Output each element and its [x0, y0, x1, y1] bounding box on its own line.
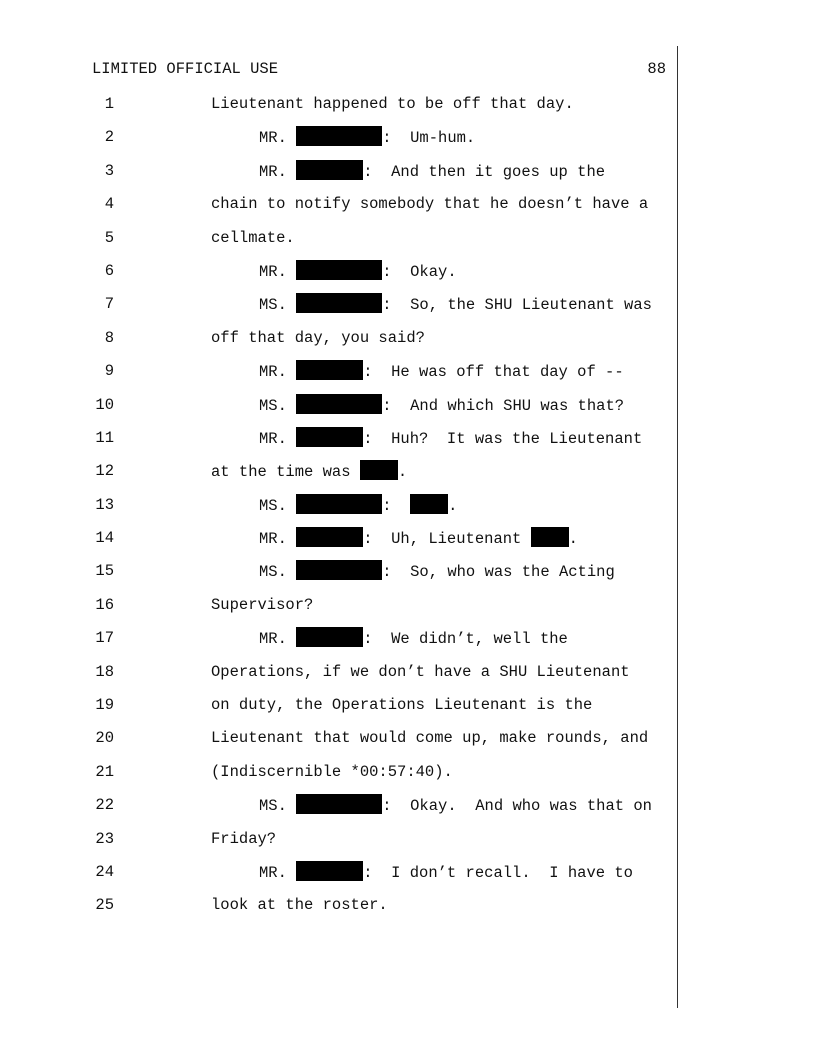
- line-text: MR. : He was off that day of --: [259, 360, 624, 383]
- line-number: 3: [104, 161, 114, 180]
- line-number: 24: [95, 862, 114, 881]
- line-text: MR. : Uh, Lieutenant .: [259, 527, 578, 550]
- transcript-line: [0, 661, 816, 694]
- transcript-line: [0, 594, 816, 627]
- transcript-line: [0, 427, 816, 460]
- line-text: MR. : Okay.: [259, 260, 457, 283]
- transcript-line: [0, 93, 816, 126]
- transcript-line: [0, 494, 816, 527]
- line-number: 22: [95, 796, 114, 815]
- line-text: MR. : We didn’t, well the: [259, 627, 568, 650]
- line-text: chain to notify somebody that he doesn’t have a: [211, 195, 649, 214]
- transcript-line: [0, 327, 816, 360]
- line-text: MR. : And then it goes up the: [259, 160, 605, 183]
- line-text: Operations, if we don’t have a SHU Lieutenant: [211, 662, 630, 681]
- line-number: 6: [104, 261, 114, 280]
- line-number: 17: [95, 629, 114, 648]
- line-number: 11: [95, 428, 114, 447]
- line-number: 16: [95, 595, 114, 614]
- line-number: 5: [104, 228, 114, 247]
- line-text: Lieutenant that would come up, make rounds, and: [211, 729, 649, 748]
- transcript-line: [0, 260, 816, 293]
- transcript-line: [0, 828, 816, 861]
- line-number: 9: [104, 362, 114, 381]
- line-number: 14: [95, 529, 114, 548]
- redaction-box: [296, 360, 363, 380]
- line-text: Friday?: [211, 829, 277, 848]
- transcript-line: [0, 394, 816, 427]
- line-text: Supervisor?: [211, 595, 314, 614]
- line-text: off that day, you said?: [211, 328, 425, 347]
- transcript-line: [0, 360, 816, 393]
- line-text: MR. : Huh? It was the Lieutenant: [259, 427, 642, 450]
- line-number: 8: [104, 328, 114, 347]
- redaction-box: [531, 527, 569, 547]
- line-number: 20: [95, 729, 114, 748]
- transcript-line: [0, 727, 816, 760]
- line-number: 15: [95, 562, 114, 581]
- line-text: MS. : Okay. And who was that on: [259, 794, 652, 817]
- line-text: (Indiscernible *00:57:40).: [211, 762, 453, 781]
- transcript-line: [0, 293, 816, 326]
- redaction-box: [296, 260, 382, 280]
- line-number: 10: [95, 395, 114, 414]
- transcript-line: [0, 227, 816, 260]
- redaction-box: [360, 460, 398, 480]
- transcript-line: [0, 160, 816, 193]
- redaction-box: [296, 427, 363, 447]
- redaction-box: [296, 394, 382, 414]
- line-text: MR. : Um-hum.: [259, 126, 475, 149]
- transcript-line: [0, 527, 816, 560]
- line-text: MS. : So, who was the Acting: [259, 560, 615, 583]
- classification-label: LIMITED OFFICIAL USE: [92, 60, 279, 78]
- line-number: 18: [95, 662, 114, 681]
- line-number: 7: [104, 295, 114, 314]
- transcript-line: [0, 193, 816, 226]
- redaction-box: [296, 494, 382, 514]
- transcript-line: [0, 894, 816, 927]
- line-text: cellmate.: [211, 228, 295, 247]
- redaction-box: [296, 560, 382, 580]
- line-text: look at the roster.: [211, 896, 388, 915]
- redaction-box: [296, 126, 382, 146]
- line-number: 1: [104, 95, 114, 113]
- redaction-box: [296, 293, 382, 313]
- transcript-body: [0, 93, 816, 928]
- redaction-box: [296, 627, 363, 647]
- line-number: 4: [104, 195, 114, 214]
- transcript-line: [0, 560, 816, 593]
- redaction-box: [296, 527, 363, 547]
- transcript-line: [0, 694, 816, 727]
- line-number: 2: [104, 128, 114, 147]
- transcript-line: [0, 761, 816, 794]
- line-text: MS. : .: [259, 494, 457, 517]
- line-number: 19: [95, 696, 114, 715]
- line-number: 12: [95, 462, 114, 481]
- transcript-line: [0, 627, 816, 660]
- transcript-line: [0, 126, 816, 159]
- line-text: MR. : I don’t recall. I have to: [259, 861, 633, 884]
- line-text: on duty, the Operations Lieutenant is the: [211, 696, 593, 715]
- transcript-line: [0, 794, 816, 827]
- line-number: 23: [95, 829, 114, 848]
- line-number: 21: [95, 762, 114, 781]
- line-text: MS. : And which SHU was that?: [259, 394, 624, 417]
- line-text: at the time was .: [211, 460, 407, 483]
- redaction-box: [296, 794, 382, 814]
- page-number: 88: [647, 60, 666, 78]
- redaction-box: [410, 494, 448, 514]
- line-text: Lieutenant happened to be off that day.: [211, 95, 574, 113]
- line-number: 13: [95, 495, 114, 514]
- line-number: 25: [95, 896, 114, 915]
- redaction-box: [296, 861, 363, 881]
- page-header: [92, 60, 666, 82]
- transcript-line: [0, 861, 816, 894]
- line-text: MS. : So, the SHU Lieutenant was: [259, 293, 652, 316]
- transcript-line: [0, 460, 816, 493]
- redaction-box: [296, 160, 363, 180]
